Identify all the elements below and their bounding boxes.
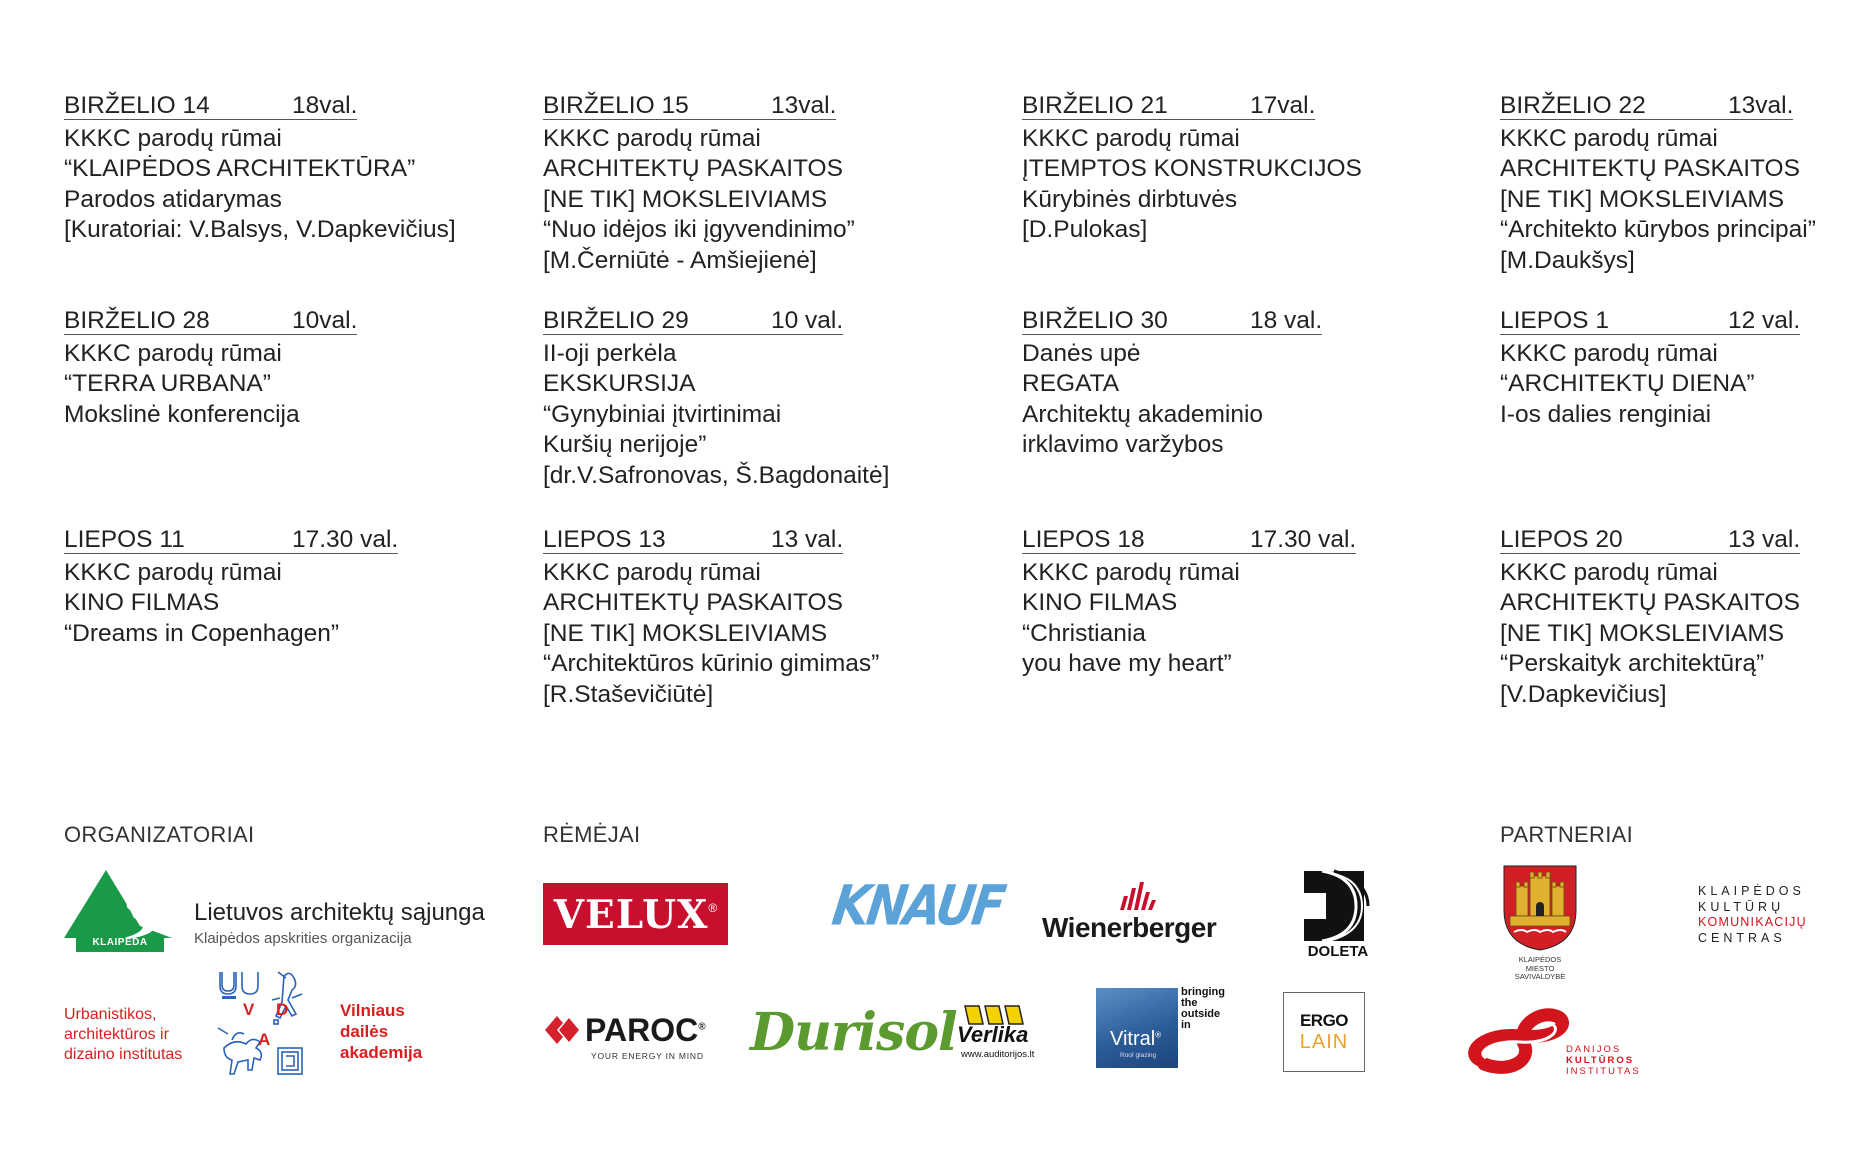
event-detail-line: Mokslinė konferencija: [64, 400, 300, 428]
event-detail-line: ĮTEMPTOS KONSTRUKCIJOS: [1022, 155, 1362, 182]
event-header: [1500, 307, 1801, 339]
paroc-wordmark: [585, 1012, 706, 1049]
event-block: [543, 527, 879, 710]
event-header: [1022, 93, 1362, 124]
event-details: [543, 339, 889, 492]
sponsors-title: RĖMĖJAI: [543, 822, 641, 847]
event-detail-line: KKKC parodų rūmai: [1022, 124, 1240, 152]
paroc-text: PAROC: [585, 1012, 699, 1048]
event-time: 17.30 val.: [292, 526, 399, 553]
event-detail-line: “KLAIPĖDOS ARCHITEKTŪRA”: [64, 155, 416, 182]
event-detail-line: KKKC parodų rūmai: [1500, 124, 1718, 152]
event-detail-line: [dr.V.Safronovas, Š.Bagdonaitė]: [543, 461, 890, 489]
klaipeda-caption-line: MIESTO: [1525, 963, 1555, 973]
vda-letter-a: A: [258, 1030, 271, 1049]
event-block: [543, 308, 889, 491]
uadi-name: [64, 1005, 182, 1065]
event-header: [64, 93, 456, 124]
event-details: [1500, 558, 1800, 711]
vitral-tag-line: bringing: [1181, 986, 1225, 998]
event-date: BIRŽELIO 22: [1500, 93, 1728, 120]
event-time: 17val.: [1250, 92, 1316, 119]
vda-name: [340, 1000, 422, 1063]
event-date: LIEPOS 1: [1500, 308, 1728, 335]
event-header: [1500, 93, 1816, 124]
paroc-tagline: YOUR ENERGY IN MIND: [591, 1051, 704, 1061]
las-badge-text: KLAIPĖDA: [92, 937, 148, 948]
event-detail-line: irklavimo varžybos: [1022, 431, 1224, 458]
event-time: 13val.: [771, 92, 837, 119]
velux-wordmark: VELUX: [553, 892, 709, 938]
event-detail-line: [M.Daukšys]: [1500, 246, 1635, 274]
event-details: [1022, 124, 1362, 246]
event-time: 13 val.: [1728, 526, 1801, 553]
event-detail-line: KKKC parodų rūmai: [543, 558, 761, 586]
dki-line: INSTITUTAS: [1566, 1066, 1641, 1077]
event-detail-line: II-oji perkėla: [543, 339, 677, 367]
event-detail-line: “Nuo idėjos iki įgyvendinimo”: [543, 216, 855, 243]
event-time: 10val.: [292, 307, 358, 334]
kkkc-line-accent: KOMUNIKACIJŲ: [1698, 915, 1807, 929]
vitral-text: Vitral: [1110, 1028, 1156, 1050]
ergo-lain-logo: [1283, 992, 1365, 1072]
event-date: LIEPOS 18: [1022, 527, 1250, 554]
event-detail-line: [R.Staševičiūtė]: [543, 680, 714, 708]
event-details: [1022, 339, 1263, 461]
event-detail-line: you have my heart”: [1022, 650, 1232, 677]
event-date: BIRŽELIO 28: [64, 308, 292, 335]
las-logo: [64, 866, 172, 952]
event-block: [543, 93, 855, 276]
event-time: 17.30 val.: [1250, 526, 1357, 553]
event-header: [1022, 307, 1323, 339]
event-detail-line: ARCHITEKTŲ PASKAITOS: [1500, 155, 1800, 182]
velux-registered: ®: [708, 901, 718, 915]
verlika-url: www.auditorijos.lt: [961, 1049, 1035, 1060]
event-header: [64, 526, 399, 558]
event-detail-line: “Christiania: [1022, 619, 1146, 647]
event-date: LIEPOS 20: [1500, 527, 1728, 554]
paroc-logo: [545, 1012, 725, 1060]
ergo-text: ERGO: [1299, 1011, 1349, 1030]
vda-line: Vilniaus: [340, 1001, 405, 1020]
paroc-registered: ®: [698, 1021, 706, 1033]
vda-letter-d: D: [276, 1000, 289, 1019]
uadi-line: architektūros ir: [64, 1026, 169, 1043]
event-detail-line: EKSKURSIJA: [543, 370, 696, 397]
partners-title: PARTNERIAI: [1500, 822, 1633, 847]
event-block: [1022, 307, 1323, 461]
event-detail-line: KKKC parodų rūmai: [1500, 558, 1718, 586]
event-detail-line: [D.Pulokas]: [1022, 216, 1148, 243]
event-date: BIRŽELIO 21: [1022, 93, 1250, 120]
las-name: Lietuvos architektų sąjunga: [194, 899, 485, 926]
event-detail-line: [Kuratoriai: V.Balsys, V.Dapkevičius]: [64, 216, 456, 243]
organizers-title: ORGANIZATORIAI: [64, 822, 255, 847]
verlika-logo: [955, 1002, 1055, 1062]
vitral-subtitle: Roof glazing: [1120, 1052, 1157, 1059]
event-time: 13 val.: [771, 526, 844, 553]
event-detail-line: “Dreams in Copenhagen”: [64, 619, 340, 647]
kkkc-line: KULTŪRŲ: [1698, 899, 1785, 914]
event-detail-line: Parodos atidarymas: [64, 185, 282, 213]
event-detail-line: KINO FILMAS: [64, 589, 220, 616]
event-detail-line: ARCHITEKTŲ PASKAITOS: [543, 155, 843, 182]
dki-line: DANIJOS: [1566, 1044, 1622, 1055]
event-details: [543, 558, 879, 711]
kkkc-line: CENTRAS: [1698, 930, 1786, 945]
event-detail-line: “TERRA URBANA”: [64, 370, 271, 397]
event-block: [1500, 307, 1801, 430]
event-time: 10 val.: [771, 307, 844, 334]
lain-text: LAIN: [1299, 1031, 1349, 1053]
dki-name: [1566, 1044, 1641, 1077]
vitral-wordmark: [1110, 1028, 1161, 1051]
event-detail-line: [NE TIK] MOKSLEIVIAMS: [543, 619, 828, 647]
kkkc-logo: [1698, 884, 1807, 946]
event-detail-line: I-os dalies renginiai: [1500, 400, 1712, 428]
klaipeda-coat-of-arms: [1500, 864, 1580, 984]
event-detail-line: KKKC parodų rūmai: [1500, 339, 1718, 367]
event-detail-line: “Gynybiniai įtvirtinimai: [543, 400, 782, 428]
event-date: BIRŽELIO 29: [543, 308, 771, 335]
event-detail-line: Danės upė: [1022, 339, 1141, 367]
event-details: [64, 124, 456, 246]
klaipeda-caption: [1500, 956, 1580, 982]
event-detail-line: KKKC parodų rūmai: [1022, 558, 1240, 586]
event-details: [64, 558, 339, 650]
doleta-logo: [1298, 869, 1378, 961]
event-detail-line: KKKC parodų rūmai: [64, 124, 282, 152]
event-details: [1500, 124, 1816, 277]
event-time: 12 val.: [1728, 307, 1801, 334]
event-block: [64, 307, 358, 430]
event-detail-line: “Architekto kūrybos principai”: [1500, 216, 1816, 243]
event-detail-line: [NE TIK] MOKSLEIVIAMS: [543, 185, 828, 213]
event-time: 18val.: [292, 92, 358, 119]
event-detail-line: “Perskaityk architektūrą”: [1500, 650, 1765, 677]
event-date: BIRŽELIO 30: [1022, 308, 1250, 335]
event-detail-line: KINO FILMAS: [1022, 589, 1178, 616]
event-block: [1500, 93, 1816, 276]
event-block: [1022, 526, 1357, 680]
vda-line: akademija: [340, 1043, 423, 1062]
vitral-tag-line: outside: [1181, 1008, 1221, 1020]
knauf-logo: KNAUF: [828, 873, 1007, 939]
event-detail-line: [NE TIK] MOKSLEIVIAMS: [1500, 619, 1785, 647]
event-detail-line: KKKC parodų rūmai: [64, 558, 282, 586]
vda-emblem: [212, 968, 322, 1080]
event-detail-line: KKKC parodų rūmai: [543, 124, 761, 152]
wienerberger-wordmark: Wienerberger: [1042, 912, 1217, 943]
event-detail-line: Architektų akademinio: [1022, 400, 1264, 428]
event-block: [1500, 527, 1800, 710]
event-details: [1022, 558, 1240, 680]
event-details: [1500, 339, 1755, 431]
event-detail-line: Kuršių nerijoje”: [543, 431, 707, 458]
wienerberger-logo: [1042, 882, 1232, 952]
event-detail-line: KKKC parodų rūmai: [64, 339, 282, 367]
event-header: [543, 527, 879, 558]
event-header: [64, 307, 358, 339]
dki-logo: [1462, 1004, 1582, 1076]
kkkc-line: KLAIPĖDOS: [1698, 884, 1805, 898]
event-block: [64, 526, 399, 649]
event-detail-line: “Architektūros kūrinio gimimas”: [543, 650, 880, 677]
vitral-registered: ®: [1155, 1030, 1162, 1040]
event-header: [1022, 526, 1357, 558]
event-time: 18 val.: [1250, 307, 1323, 334]
vda-line: dailės: [340, 1022, 389, 1041]
event-header: [543, 93, 855, 124]
durisol-logo: Durisol: [750, 1002, 957, 1063]
event-block: [1022, 93, 1362, 246]
velux-logo: [543, 883, 728, 945]
event-date: LIEPOS 13: [543, 527, 771, 554]
event-date: LIEPOS 11: [64, 527, 292, 554]
doleta-wordmark: DOLETA: [1307, 943, 1369, 960]
event-detail-line: ARCHITEKTŲ PASKAITOS: [1500, 589, 1800, 616]
event-date: BIRŽELIO 14: [64, 93, 292, 120]
uadi-line: dizaino institutas: [64, 1046, 183, 1063]
event-details: [543, 124, 855, 277]
event-detail-line: [V.Dapkevičius]: [1500, 680, 1667, 708]
event-date: BIRŽELIO 15: [543, 93, 771, 120]
event-block: [64, 93, 456, 246]
vitral-tag-line: in: [1181, 1019, 1191, 1031]
klaipeda-caption-line: KLAIPĖDOS: [1518, 955, 1562, 964]
vitral-logo: [1096, 988, 1178, 1068]
uadi-line: Urbanistikos,: [64, 1006, 157, 1023]
klaipeda-caption-line: SAVIVALDYBĖ: [1514, 972, 1566, 981]
event-detail-line: REGATA: [1022, 370, 1120, 397]
event-detail-line: ARCHITEKTŲ PASKAITOS: [543, 589, 843, 616]
event-detail-line: [M.Černiūtė - Amšiejienė]: [543, 246, 817, 274]
event-header: [1500, 527, 1800, 558]
vda-letter-v: V: [243, 1000, 255, 1019]
event-detail-line: Kūrybinės dirbtuvės: [1022, 185, 1238, 213]
vitral-tagline: [1181, 987, 1225, 1031]
event-detail-line: “ARCHITEKTŲ DIENA”: [1500, 370, 1755, 397]
verlika-wordmark: Verlika: [957, 1022, 1029, 1047]
dki-line: KULTŪROS: [1566, 1055, 1635, 1066]
las-subtitle: Klaipėdos apskrities organizacija: [194, 930, 412, 947]
event-header: [543, 308, 889, 339]
event-detail-line: [NE TIK] MOKSLEIVIAMS: [1500, 185, 1785, 213]
vitral-tag-line: the: [1181, 997, 1198, 1009]
event-details: [64, 339, 300, 431]
event-time: 13val.: [1728, 92, 1794, 119]
